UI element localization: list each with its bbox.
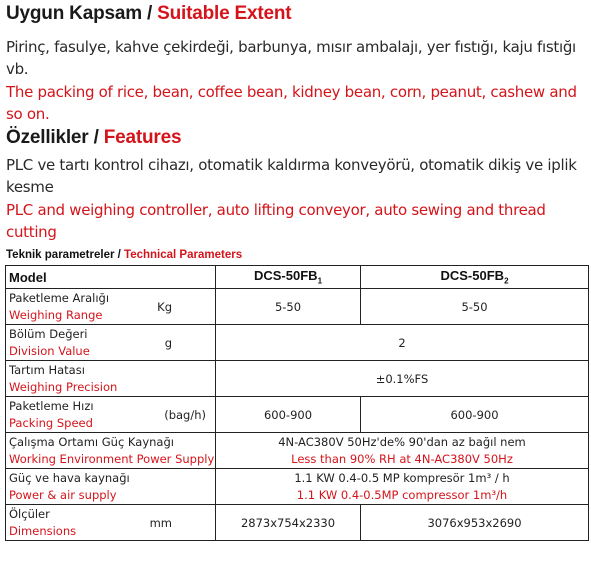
table-row bbox=[6, 397, 589, 433]
row-label: Bölüm Değeri Division Value g bbox=[6, 325, 216, 361]
row-value: ±0.1%FS bbox=[216, 361, 589, 397]
scope-text-en: The packing of rice, bean, coffee bean, kidney bean, corn, peanut, cashew and so on. bbox=[6, 83, 577, 123]
table-row bbox=[6, 505, 589, 541]
tech-title-tr: Teknik parametreler / bbox=[6, 249, 121, 261]
features-heading-tr: Özellikler / bbox=[6, 127, 99, 148]
scope-text-tr: Pirinç, fasulye, kahve çekirdeği, barbunya, mısır ambalajı, yer fıstığı, kaju fıstığı vb. bbox=[6, 38, 576, 78]
row-label: Paketleme Hızı Packing Speed (bag/h) bbox=[6, 397, 216, 433]
table-row bbox=[6, 289, 589, 325]
scope-heading-en: Suitable Extent bbox=[157, 3, 292, 24]
row-label: Ölçüler Dimensions mm bbox=[6, 505, 216, 541]
row-value: 4N-AC380V 50Hz'de% 90'dan az bağıl nem Less than 90% RH at 4N-AC380V 50Hz bbox=[216, 433, 589, 469]
row-value: 1.1 KW 0.4-0.5 MP kompresör 1m³ / h 1.1 KW 0.4-0.5MP compressor 1m³/h bbox=[216, 469, 589, 505]
row-value-1: 2873x754x2330 bbox=[216, 505, 361, 541]
row-label: Güç ve hava kaynağı Power & air supply bbox=[6, 469, 216, 505]
spec-table bbox=[5, 265, 589, 541]
spec-header-row bbox=[6, 266, 589, 289]
row-label: Çalışma Ortamı Güç Kaynağı Working Environment Power Supply bbox=[6, 433, 216, 469]
row-value-2: 3076x953x2690 bbox=[361, 505, 589, 541]
table-row bbox=[6, 361, 589, 397]
table-row bbox=[6, 469, 589, 505]
scope-heading-tr: Uygun Kapsam / bbox=[6, 3, 153, 24]
header-model: Model bbox=[6, 266, 216, 289]
features-heading bbox=[6, 127, 181, 149]
scope-heading bbox=[6, 3, 291, 25]
row-value-1: 600-900 bbox=[216, 397, 361, 433]
features-text-tr: PLC ve tartı kontrol cihazı, otomatik kaldırma konveyörü, otomatik dikiş ve iplik kesme bbox=[6, 156, 577, 196]
features-text-en: PLC and weighing controller, auto lifting conveyor, auto sewing and thread cutting bbox=[6, 201, 546, 241]
row-value-2: 600-900 bbox=[361, 397, 589, 433]
header-model-1: DCS-$50FB_1$ bbox=[216, 266, 361, 289]
row-value-1: 5-50 bbox=[216, 289, 361, 325]
row-label: Paketleme Aralığı Weighing Range Kg bbox=[6, 289, 216, 325]
row-value: 2 bbox=[216, 325, 589, 361]
header-model-2: DCS-$50FB_2$ bbox=[361, 266, 589, 289]
table-row bbox=[6, 433, 589, 469]
row-value-2: 5-50 bbox=[361, 289, 589, 325]
features-heading-en: Features bbox=[103, 127, 182, 148]
row-label: Tartım Hatası Weighing Precision bbox=[6, 361, 216, 397]
tech-title-en: Technical Parameters bbox=[124, 249, 243, 261]
table-row bbox=[6, 325, 589, 361]
tech-params-title bbox=[6, 249, 242, 261]
